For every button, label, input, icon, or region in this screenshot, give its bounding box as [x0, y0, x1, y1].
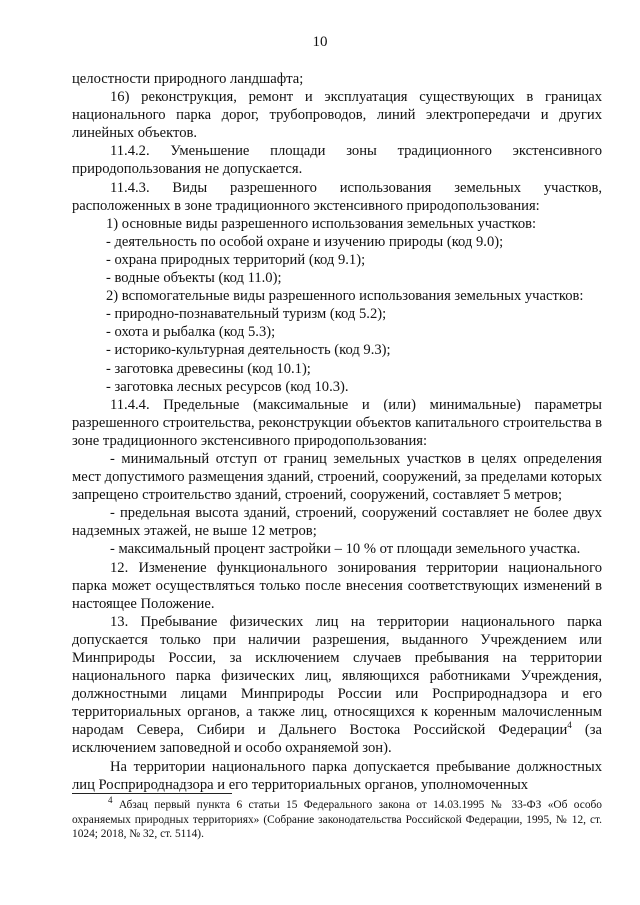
paragraph: [72, 613, 602, 758]
footnote-reference[interactable]: 4: [567, 720, 572, 731]
list-item: - природно-познавательный туризм (код 5.2);: [106, 306, 387, 323]
footnote-line: [72, 795, 602, 842]
list-item: - заготовка лесных ресурсов (код 10.3).: [106, 378, 349, 395]
paragraph: 12. Изменение функционального зонирования территории национального парка может осуществляться только после внесения соответствующих изменений в настоящее Положение.: [72, 559, 602, 612]
footnote: [72, 795, 602, 842]
footnote-text: Абзац первый пункта 6 статьи 15 Федерального закона от 14.03.1995 № 33-ФЗ «Об особо охраняемых природных территориях» (Собрание законодательства Российской Федерации, 1995, № 12, ст. 1024; 2018, № 32, ст. 5114).: [72, 799, 602, 840]
paragraph: - предельная высота зданий, строений, сооружений составляет не более двух надземных этажей, не выше 12 метров;: [72, 505, 602, 540]
paragraph: 16) реконструкция, ремонт и эксплуатация существующих в границах национального парка дорог, трубопроводов, линий электропередачи и других линейных объектов.: [72, 89, 602, 142]
paragraph: целостности природного ландшафта;: [72, 71, 304, 87]
paragraph: - минимальный отступ от границ земельных участков в целях определения мест допустимого размещения зданий, строений, сооружений, за пределами которых запрещено строительство зданий, строений, сооружений, составляет 5 метров;: [72, 450, 602, 504]
list-item: - заготовка древесины (код 10.1);: [106, 360, 311, 377]
footnote-marker: 4: [108, 795, 113, 806]
paragraph-text-continued: (за исключением заповедной и особо охраняемой зон).: [72, 722, 602, 757]
paragraph: 11.4.3. Виды разрешенного использования земельных участков, расположенных в зоне традиционного экстенсивного природопользования:: [72, 179, 602, 214]
paragraph: На территории национального парка допускается пребывание должностных лиц Росприроднадзора и его территориальных органов, уполномоченных: [72, 758, 602, 793]
body-text: [72, 70, 602, 794]
list-item: - охрана природных территорий (код 9.1);: [106, 251, 366, 268]
page-number: 10: [312, 34, 328, 50]
list-item: - водные объекты (код 11.0);: [106, 270, 282, 287]
paragraph-text: 13. Пребывание физических лиц на территории национального парка допускается только при наличии разрешения, выданного Учреждением или Минприроды России, за исключением случаев пребывания на территории национального парка физических лиц, являющихся работниками Учреждения, должностными лицами Минприроды России или Росприроднадзора и его территориальных органов, а также лиц, относящихся к коренным малочисленным народам Севера, Сибири и Дальнего Востока Российской Федерации: [72, 613, 602, 739]
list-item: - деятельность по особой охране и изучению природы (код 9.0);: [106, 233, 504, 250]
paragraph: 11.4.2. Уменьшение площади зоны традиционного экстенсивного природопользования не допускается.: [72, 143, 602, 178]
list-item: 1) основные виды разрешенного использования земельных участков:: [106, 215, 537, 232]
paragraph: 11.4.4. Предельные (максимальные и (или) минимальные) параметры разрешенного строительства, реконструкции объектов капитального строительства в зоне традиционного экстенсивного природопользования:: [72, 396, 602, 449]
paragraph: - максимальный процент застройки – 10 % от площади земельного участка.: [110, 541, 581, 558]
footnote-divider: [72, 793, 232, 794]
list-item: - охота и рыбалка (код 5.3);: [106, 324, 276, 341]
list-item: 2) вспомогательные виды разрешенного использования земельных участков:: [106, 288, 584, 305]
list-item: - историко-культурная деятельность (код 9.3);: [106, 342, 391, 359]
